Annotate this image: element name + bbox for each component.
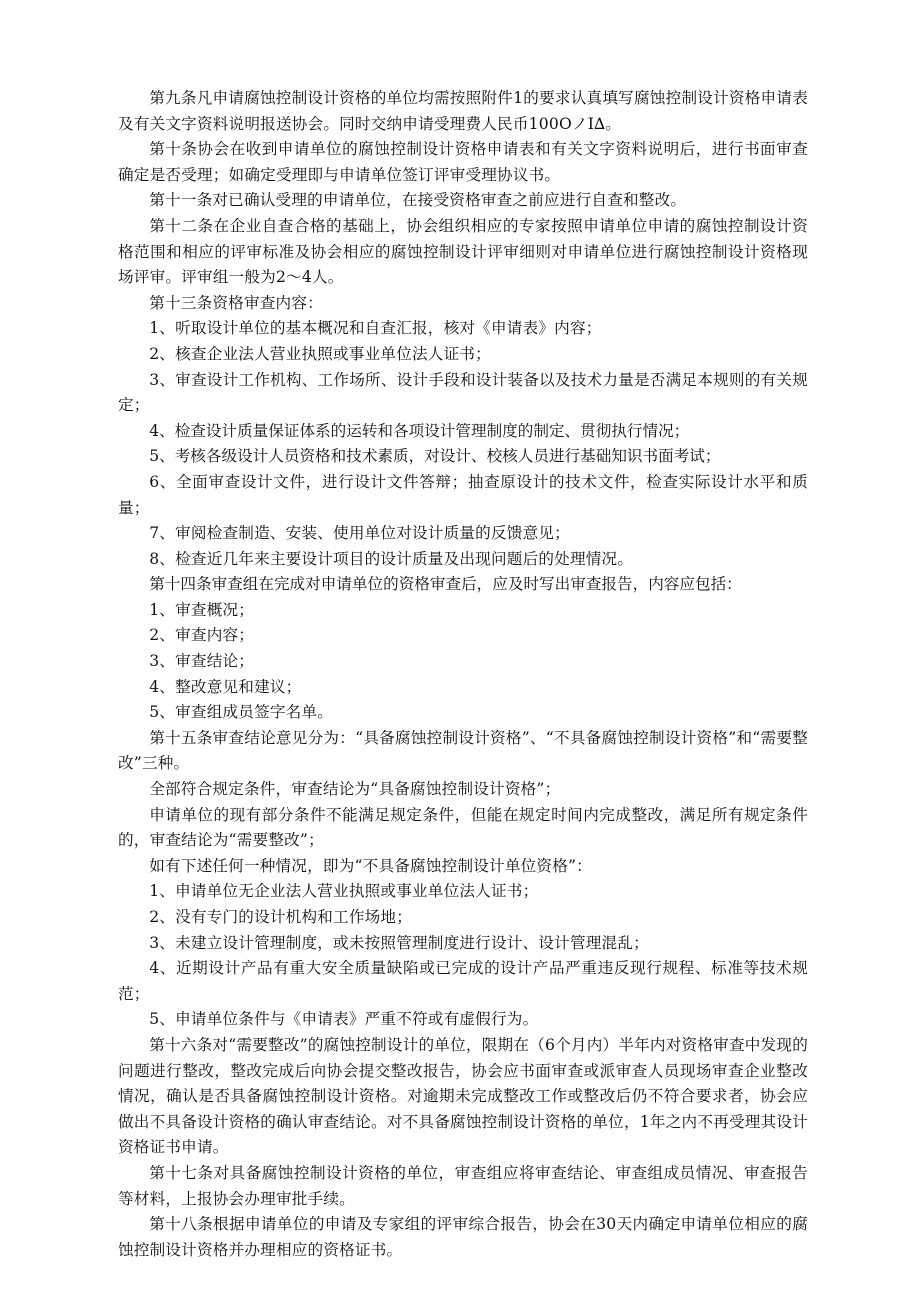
not-qualified-item-5: 5、申请单位条件与《申请表》严重不符或有虚假行为。 bbox=[149, 1010, 539, 1029]
article-15-full-compliance: 全部符合规定条件，审查结论为“具备腐蚀控制设计资格”； bbox=[149, 780, 561, 799]
article-10: 第十条协会在收到申请单位的腐蚀控制设计资格申请表和有关文字资料说明后，进行书面审查确定是否受理；如确定受理即与申请单位签订评审受理协议书。 bbox=[118, 140, 808, 184]
article-11: 第十一条对已确认受理的申请单位，在接受资格审查之前应进行自查和整改。 bbox=[149, 191, 687, 210]
article-14-item-5: 5、审查组成员签字名单。 bbox=[149, 703, 334, 722]
article-13-item-3: 3、审查设计工作机构、工作场所、设计手段和设计装备以及技术力量是否满足本规则的有关规定； bbox=[118, 370, 808, 415]
not-qualified-item-2: 2、没有专门的设计机构和工作场地； bbox=[149, 908, 413, 926]
article-13-item-2: 2、核查企业法人营业执照或事业单位法人证书； bbox=[149, 344, 491, 363]
article-13-item-7: 7、审阅检查制造、安装、使用单位对设计质量的反馈意见； bbox=[149, 524, 570, 543]
article-14: 第十四条审查组在完成对申请单位的资格审查后，应及时写出审查报告，内容应包括： bbox=[149, 575, 742, 594]
article-15-needs-rectification: 申请单位的现有部分条件不能满足规定条件，但能在规定时间内完成整改，满足所有规定条件的，审查结论为“需要整改”； bbox=[118, 805, 808, 850]
not-qualified-item-1: 1、申请单位无企业法人营业执照或事业单位法人证书； bbox=[149, 882, 539, 901]
not-qualified-item-3: 3、未建立设计管理制度，或未按照管理制度进行设计、设计管理混乱； bbox=[149, 933, 649, 952]
article-18: 第十八条根据申请单位的申请及专家组的评审综合报告，协会在30天内确定申请单位相应的腐蚀控制设计资格并办理相应的资格证书。 bbox=[118, 1215, 808, 1259]
article-13-item-5: 5、考核各级设计人员资格和技术素质，对设计、校核人员进行基础知识书面考试； bbox=[149, 447, 721, 466]
article-12: 第十二条在企业自查合格的基础上，协会组织相应的专家按照申请单位申请的腐蚀控制设计资格范围和相应的评审标准及协会相应的腐蚀控制设计评审细则对申请单位进行腐蚀控制设计资格现场评审。评审组一般为2〜4人。 bbox=[118, 216, 808, 287]
article-13-item-1: 1、听取设计单位的基本概况和自查汇报，核对《申请表》内容； bbox=[149, 319, 602, 338]
article-13-item-8: 8、检查近几年来主要设计项目的设计质量及出现问题后的处理情况。 bbox=[149, 549, 634, 568]
document-body bbox=[118, 86, 808, 1263]
article-15: 第十五条审查结论意见分为：“具备腐蚀控制设计资格”、“不具备腐蚀控制设计资格”和“需要整改”三种。 bbox=[118, 728, 808, 773]
article-13-item-6: 6、全面审查设计文件，进行设计文件答辩；抽查原设计的技术文件，检查实际设计水平和质量； bbox=[118, 472, 808, 517]
article-13: 第十三条资格审查内容： bbox=[149, 293, 323, 312]
article-14-item-2: 2、审查内容； bbox=[149, 626, 255, 645]
article-16: 第十六条对“需要整改”的腐蚀控制设计的单位，限期在（6个月内）半年内对资格审查中发现的问题进行整改，整改完成后向协会提交整改报告，协会应书面审查或派审查人员现场审查企业整改情况，确认是否具备腐蚀控制设计资格。对逾期未完成整改工作或整改后仍不符合要求者，协会应做出不具备设计资格的确认审查结论。对不具备腐蚀控制设计资格的单位，1年之内不再受理其设计资格证书申请。 bbox=[118, 1035, 808, 1157]
not-qualified-item-4: 4、近期设计产品有重大安全质量缺陷或已完成的设计产品严重违反现行规程、标准等技术规范； bbox=[118, 959, 808, 1003]
article-9: 第九条凡申请腐蚀控制设计资格的单位均需按照附件1的要求认真填写腐蚀控制设计资格申请表及有关文字资料说明报送协会。同时交纳申请受理费人民币100OノI∆。 bbox=[118, 89, 808, 133]
article-15-not-qualified: 如有下述任何一种情况，即为“不具备腐蚀控制设计单位资格”： bbox=[149, 856, 592, 875]
article-13-item-4: 4、检查设计质量保证体系的运转和各项设计管理制度的制定、贯彻执行情况； bbox=[149, 421, 690, 440]
article-14-item-1: 1、审查概况； bbox=[149, 600, 255, 619]
article-17: 第十七条对具备腐蚀控制设计资格的单位，审查组应将审查结论、审查组成员情况、审查报告等材料，上报协会办理审批手续。 bbox=[118, 1163, 808, 1208]
article-14-item-3: 3、审查结论； bbox=[149, 652, 255, 671]
article-14-item-4: 4、整改意见和建议； bbox=[149, 677, 302, 696]
